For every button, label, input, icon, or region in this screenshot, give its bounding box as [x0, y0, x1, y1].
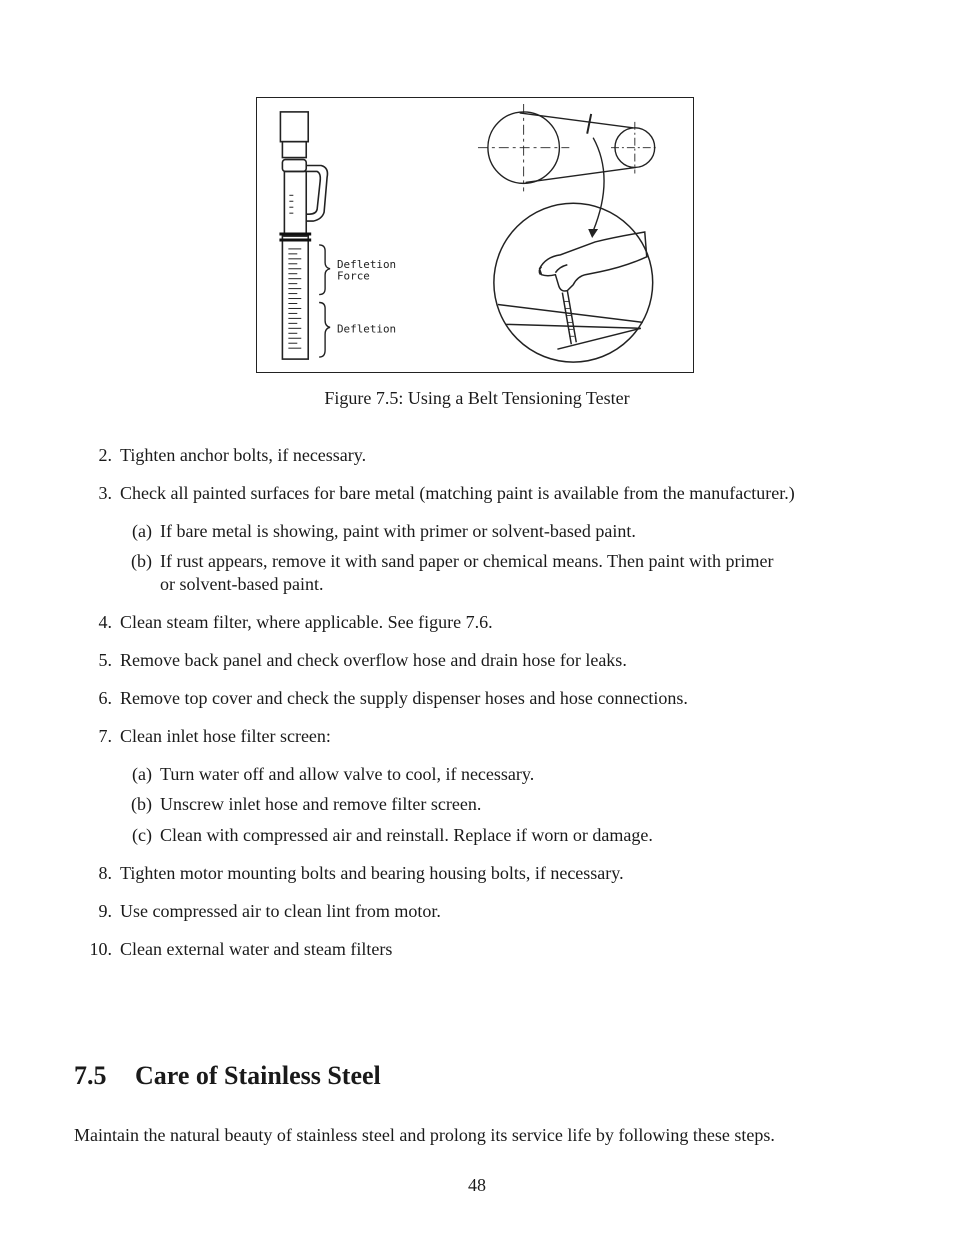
item-number: 4. — [98, 612, 112, 632]
label-deflection-force-2: Force — [337, 269, 370, 283]
item-number: 3. — [98, 483, 112, 503]
section-intro: Maintain the natural beauty of stainless steel and prolong its service life by following these steps. — [74, 1125, 775, 1145]
item-number: (b) — [131, 551, 152, 571]
item-text: If rust appears, remove it with sand paper or chemical means. Then paint with primer — [160, 551, 774, 571]
item-number: 6. — [98, 688, 112, 708]
section-title: Care of Stainless Steel — [135, 1061, 381, 1090]
item-number: 7. — [98, 726, 112, 746]
item-text: Turn water off and allow valve to cool, if necessary. — [160, 764, 535, 784]
item-number: 8. — [98, 863, 112, 883]
item-number: (a) — [132, 521, 152, 541]
item-text: Clean with compressed air and reinstall. Replace if worn or damage. — [160, 825, 653, 845]
item-text: Clean steam filter, where applicable. See figure 7.6. — [120, 612, 493, 632]
label-deflection: Defletion — [337, 322, 397, 336]
item-text: Unscrew inlet hose and remove filter screen. — [160, 794, 482, 814]
item-text: or solvent-based paint. — [160, 574, 324, 594]
item-text: Clean external water and steam filters — [120, 939, 393, 959]
item-number: (a) — [132, 764, 152, 784]
tester-scale — [288, 195, 301, 348]
figure-caption: Figure 7.5: Using a Belt Tensioning Tester — [324, 388, 630, 408]
scale-braces — [319, 245, 330, 357]
item-text: If bare metal is showing, paint with primer or solvent-based paint. — [160, 521, 636, 541]
item-number: 2. — [98, 445, 112, 465]
item-number: (b) — [131, 794, 152, 814]
item-text: Check all painted surfaces for bare metal (matching paint is available from the manufacturer.) — [120, 483, 795, 503]
item-text: Tighten motor mounting bolts and bearing housing bolts, if necessary. — [120, 863, 624, 883]
item-number: 10. — [89, 939, 112, 959]
section-number: 7.5 — [74, 1061, 107, 1090]
pulley-assembly — [478, 104, 659, 191]
item-text: Clean inlet hose filter screen: — [120, 726, 331, 746]
belt-tester-illustration — [257, 98, 693, 372]
item-text: Remove back panel and check overflow hose and drain hose for leaks. — [120, 650, 627, 670]
label-deflection-force-1: Defletion — [337, 257, 397, 271]
item-text: Use compressed air to clean lint from motor. — [120, 901, 441, 921]
item-text: Tighten anchor bolts, if necessary. — [120, 445, 367, 465]
page-number: 48 — [468, 1175, 486, 1195]
item-text: Remove top cover and check the supply dispenser hoses and hose connections. — [120, 688, 688, 708]
magnified-detail — [494, 203, 653, 362]
section-heading — [74, 1061, 381, 1091]
belt-tensioning-figure — [256, 97, 694, 373]
arrow-icon — [593, 138, 604, 231]
arrow-head-icon — [588, 229, 598, 238]
item-number: (c) — [132, 825, 152, 845]
item-number: 9. — [98, 901, 112, 921]
item-number: 5. — [98, 650, 112, 670]
tester-rings — [279, 234, 311, 240]
